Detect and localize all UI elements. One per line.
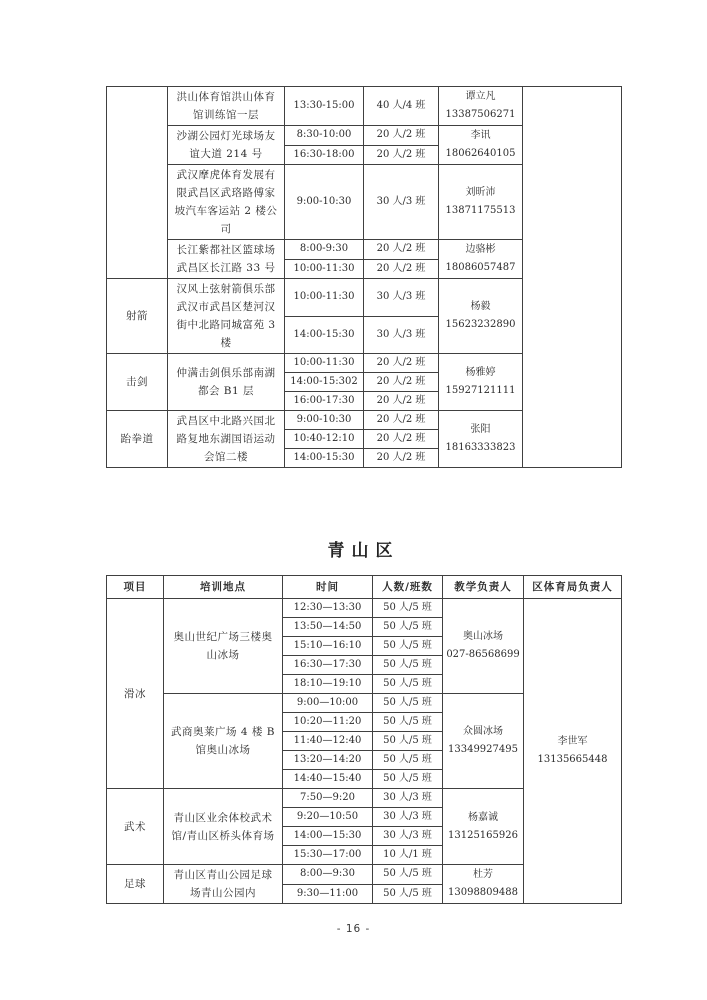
teacher-contact-cell bbox=[439, 354, 523, 411]
venue-cell: 武昌区中北路兴国北路复地东湖国语运动会馆二楼 bbox=[168, 411, 285, 468]
time-cell: 14:40—15:40 bbox=[283, 770, 373, 789]
class-size-cell: 20 人/2 班 bbox=[364, 240, 439, 260]
contact-name: 杨嘉诚 bbox=[468, 811, 498, 823]
class-size-cell: 50 人/5 班 bbox=[373, 732, 443, 751]
column-header: 教学负责人 bbox=[443, 576, 524, 599]
contact-name: 杜芳 bbox=[473, 869, 493, 880]
column-header: 培训地点 bbox=[164, 576, 283, 599]
teacher-contact-cell bbox=[439, 240, 523, 279]
time-cell: 14:00-15:30 bbox=[285, 316, 364, 354]
sport-cell: 武术 bbox=[107, 789, 164, 865]
column-header: 区体育局负责人 bbox=[524, 576, 622, 599]
teacher-contact-cell bbox=[443, 865, 524, 904]
page-number: - 16 - bbox=[336, 923, 371, 935]
table-body bbox=[107, 87, 622, 468]
class-size-cell: 50 人/5 班 bbox=[373, 675, 443, 694]
contact-name: 杨毅 bbox=[470, 301, 491, 312]
class-size-cell: 30 人/3 班 bbox=[364, 279, 439, 317]
contact-name: 杨雅婷 bbox=[465, 367, 496, 378]
class-size-cell: 30 人/3 班 bbox=[364, 165, 439, 240]
time-cell: 13:50—14:50 bbox=[283, 618, 373, 637]
column-header: 项目 bbox=[107, 576, 164, 599]
contact-phone: 15623232890 bbox=[445, 319, 516, 330]
sport-cell: 滑冰 bbox=[107, 599, 164, 789]
class-size-cell: 30 人/3 班 bbox=[373, 827, 443, 846]
sport-cell: 射箭 bbox=[107, 279, 168, 354]
class-size-cell: 50 人/5 班 bbox=[373, 599, 443, 618]
teacher-contact-cell bbox=[443, 694, 524, 789]
teacher-contact-cell bbox=[439, 87, 523, 126]
time-cell: 11:40—12:40 bbox=[283, 732, 373, 751]
table-header bbox=[107, 576, 622, 599]
contact-name: 刘昕沛 bbox=[465, 187, 496, 198]
bureau-contact-cell bbox=[524, 599, 622, 904]
contact-phone: 18163333823 bbox=[445, 442, 516, 453]
class-size-cell: 50 人/5 班 bbox=[373, 713, 443, 732]
time-cell: 10:40-12:10 bbox=[285, 430, 364, 449]
time-cell: 16:00-17:30 bbox=[285, 392, 364, 411]
time-cell: 13:30-15:00 bbox=[285, 87, 364, 126]
district-heading: 青山区 bbox=[327, 541, 400, 561]
class-size-cell: 20 人/2 班 bbox=[364, 354, 439, 373]
teacher-contact-cell bbox=[443, 789, 524, 865]
contact-name: 谭立凡 bbox=[465, 91, 496, 102]
time-cell: 16:30—17:30 bbox=[283, 656, 373, 675]
contact-phone: 13135665448 bbox=[537, 754, 608, 765]
teacher-contact-cell bbox=[439, 126, 523, 165]
class-size-cell: 50 人/5 班 bbox=[373, 618, 443, 637]
column-header: 人数/班数 bbox=[373, 576, 443, 599]
class-size-cell: 20 人/2 班 bbox=[364, 373, 439, 392]
bureau-contact-cell bbox=[523, 87, 622, 468]
venue-cell: 奥山世纪广场三楼奥山冰场 bbox=[164, 599, 283, 694]
time-cell: 8:00-9:30 bbox=[285, 240, 364, 260]
time-cell: 7:50—9:20 bbox=[283, 789, 373, 808]
time-cell: 9:00—10:00 bbox=[283, 694, 373, 713]
contact-phone: 15927121111 bbox=[445, 385, 516, 396]
class-size-cell: 50 人/5 班 bbox=[373, 865, 443, 885]
venue-cell: 沙湖公园灯光球场友谊大道 214 号 bbox=[168, 126, 285, 165]
class-size-cell: 20 人/2 班 bbox=[364, 430, 439, 449]
class-size-cell: 20 人/2 班 bbox=[364, 449, 439, 468]
class-size-cell: 50 人/5 班 bbox=[373, 694, 443, 713]
class-size-cell: 50 人/5 班 bbox=[373, 770, 443, 789]
qingshan-schedule-table bbox=[106, 575, 622, 904]
time-cell: 14:00-15:30 bbox=[285, 449, 364, 468]
contact-name: 李世军 bbox=[557, 736, 588, 747]
class-size-cell: 50 人/5 班 bbox=[373, 656, 443, 675]
time-cell: 10:00-11:30 bbox=[285, 259, 364, 279]
time-cell: 8:00—9:30 bbox=[283, 865, 373, 885]
contact-phone: 18086057487 bbox=[445, 262, 516, 273]
class-size-cell: 30 人/3 班 bbox=[373, 789, 443, 808]
venue-cell: 武商奥莱广场 4 楼 B 馆奥山冰场 bbox=[164, 694, 283, 789]
table-row bbox=[107, 599, 622, 618]
contact-name: 李讯 bbox=[470, 130, 491, 141]
sport-cell: 足球 bbox=[107, 865, 164, 904]
class-size-cell: 20 人/2 班 bbox=[364, 411, 439, 430]
time-cell: 14:00—15:30 bbox=[283, 827, 373, 846]
venue-cell: 青山区业余体校武术馆/青山区桥头体育场 bbox=[164, 789, 283, 865]
time-cell: 12:30—13:30 bbox=[283, 599, 373, 618]
time-cell: 16:30-18:00 bbox=[285, 145, 364, 165]
class-size-cell: 50 人/5 班 bbox=[373, 884, 443, 904]
time-cell: 13:20—14:20 bbox=[283, 751, 373, 770]
time-cell: 10:00-11:30 bbox=[285, 279, 364, 317]
time-cell: 10:00-11:30 bbox=[285, 354, 364, 373]
class-size-cell: 50 人/5 班 bbox=[373, 751, 443, 770]
time-cell: 8:30-10:00 bbox=[285, 126, 364, 146]
contact-name: 奥山冰场 bbox=[463, 631, 503, 642]
class-size-cell: 30 人/3 班 bbox=[373, 808, 443, 827]
class-size-cell: 40 人/4 班 bbox=[364, 87, 439, 126]
class-size-cell: 30 人/3 班 bbox=[364, 316, 439, 354]
contact-phone: 13098809488 bbox=[448, 887, 518, 898]
time-cell: 14:00-15:302 bbox=[285, 373, 364, 392]
teacher-contact-cell bbox=[439, 279, 523, 354]
venue-cell: 长江紫都社区篮球场武昌区长江路 33 号 bbox=[168, 240, 285, 279]
table-body bbox=[107, 599, 622, 904]
class-size-cell: 10 人/1 班 bbox=[373, 846, 443, 865]
teacher-contact-cell bbox=[443, 599, 524, 694]
time-cell: 15:10—16:10 bbox=[283, 637, 373, 656]
sport-cell bbox=[107, 87, 168, 279]
venue-cell: 洪山体育馆洪山体育馆训练馆一层 bbox=[168, 87, 285, 126]
contact-phone: 13871175513 bbox=[445, 205, 516, 216]
time-cell: 9:20—10:50 bbox=[283, 808, 373, 827]
contact-phone: 18062640105 bbox=[445, 148, 516, 159]
sport-cell: 击剑 bbox=[107, 354, 168, 411]
class-size-cell: 50 人/5 班 bbox=[373, 637, 443, 656]
class-size-cell: 20 人/2 班 bbox=[364, 126, 439, 146]
class-size-cell: 20 人/2 班 bbox=[364, 145, 439, 165]
teacher-contact-cell bbox=[439, 165, 523, 240]
venue-cell: 仲满击剑俱乐部南湖都会 B1 层 bbox=[168, 354, 285, 411]
table-row bbox=[107, 87, 622, 126]
venue-cell: 青山区青山公园足球场青山公园内 bbox=[164, 865, 283, 904]
contact-phone: 13349927495 bbox=[448, 744, 518, 755]
time-cell: 9:30—11:00 bbox=[283, 884, 373, 904]
time-cell: 15:30—17:00 bbox=[283, 846, 373, 865]
time-cell: 9:00-10:30 bbox=[285, 165, 364, 240]
class-size-cell: 20 人/2 班 bbox=[364, 392, 439, 411]
time-cell: 10:20—11:20 bbox=[283, 713, 373, 732]
contact-phone: 027-86568699 bbox=[446, 649, 520, 660]
venue-cell: 武汉摩虎体育发展有限武昌区武珞路傅家坡汽车客运站 2 楼公司 bbox=[168, 165, 285, 240]
teacher-contact-cell bbox=[439, 411, 523, 468]
contact-phone: 13387506271 bbox=[445, 109, 516, 120]
continuation-schedule-table bbox=[106, 86, 622, 468]
time-cell: 9:00-10:30 bbox=[285, 411, 364, 430]
contact-name: 众圆冰场 bbox=[463, 726, 503, 737]
contact-phone: 13125165926 bbox=[448, 829, 518, 841]
contact-name: 边骆彬 bbox=[465, 244, 496, 255]
class-size-cell: 20 人/2 班 bbox=[364, 259, 439, 279]
venue-cell: 汉风上弦射箭俱乐部武汉市武昌区楚河汉街中北路同城富苑 3 楼 bbox=[168, 279, 285, 354]
time-cell: 18:10—19:10 bbox=[283, 675, 373, 694]
sport-cell: 跆拳道 bbox=[107, 411, 168, 468]
contact-name: 张阳 bbox=[470, 424, 491, 435]
column-header: 时间 bbox=[283, 576, 373, 599]
